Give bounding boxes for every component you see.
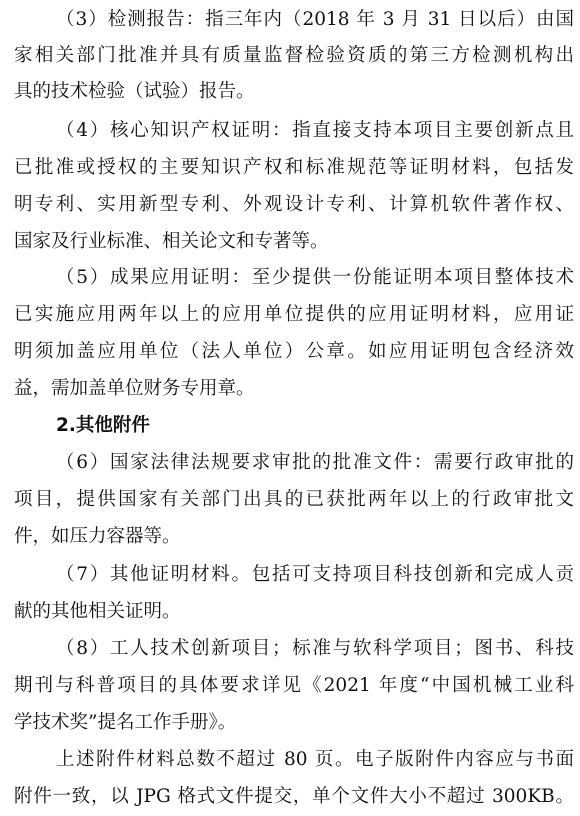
- paragraph-5-line-4: 益，需加盖单位财务专用章。: [14, 378, 255, 399]
- paragraph-8-line-2: 期刊与科普项目的具体要求详见《2021 年度“中国机械工业科: [14, 675, 574, 696]
- paragraph-7-line-2: 献的其他相关证明。: [14, 601, 181, 622]
- paragraph-4-line-2: 已批准或授权的主要知识产权和标准规范等证明材料，包括发: [14, 157, 574, 178]
- paragraph-4-line-3: 明专利、实用新型专利、外观设计专利、计算机软件著作权、: [14, 194, 574, 215]
- paragraph-5-line-2: 已实施应用两年以上的应用单位提供的应用证明材料，应用证: [14, 304, 574, 325]
- paragraph-8-line-3: 学技术奖”提名工作手册》。: [14, 712, 237, 733]
- paragraph-4-line-4: 国家及行业标准、相关论文和专著等。: [14, 231, 329, 252]
- paragraph-5-line-1: （5）成果应用证明：至少提供一份能证明本项目整体技术: [56, 267, 574, 288]
- section-heading: 2.其他附件: [56, 415, 150, 436]
- paragraph-5-line-3: 明须加盖应用单位（法人单位）公章。如应用证明包含经济效: [14, 341, 574, 362]
- paragraph-6-line-1: （6）国家法律法规要求审批的批准文件：需要行政审批的: [56, 452, 574, 473]
- paragraph-4-line-1: （4）核心知识产权证明：指直接支持本项目主要创新点且: [56, 120, 574, 141]
- closing-paragraph-line-1: 上述附件材料总数不超过 80 页。电子版附件内容应与书面: [56, 749, 574, 770]
- closing-paragraph-line-2: 附件一致，以 JPG 格式文件提交，单个文件大小不超过 300KB。: [14, 786, 574, 807]
- paragraph-3-line-3: 具的技术检验（试验）报告。: [14, 81, 255, 102]
- paragraph-6-line-2: 项目，提供国家有关部门出具的已获批两年以上的行政审批文: [14, 489, 574, 510]
- paragraph-6-line-3: 件，如压力容器等。: [14, 526, 181, 547]
- paragraph-7-line-1: （7）其他证明材料。包括可支持项目科技创新和完成人贡: [56, 564, 574, 585]
- paragraph-3-line-1: （3）检测报告：指三年内（2018 年 3 月 31 日以后）由国: [56, 9, 574, 30]
- paragraph-3-line-2: 家相关部门批准并具有质量监督检验资质的第三方检测机构出: [14, 45, 574, 66]
- paragraph-8-line-1: （8）工人技术创新项目；标准与软科学项目；图书、科技: [56, 638, 574, 659]
